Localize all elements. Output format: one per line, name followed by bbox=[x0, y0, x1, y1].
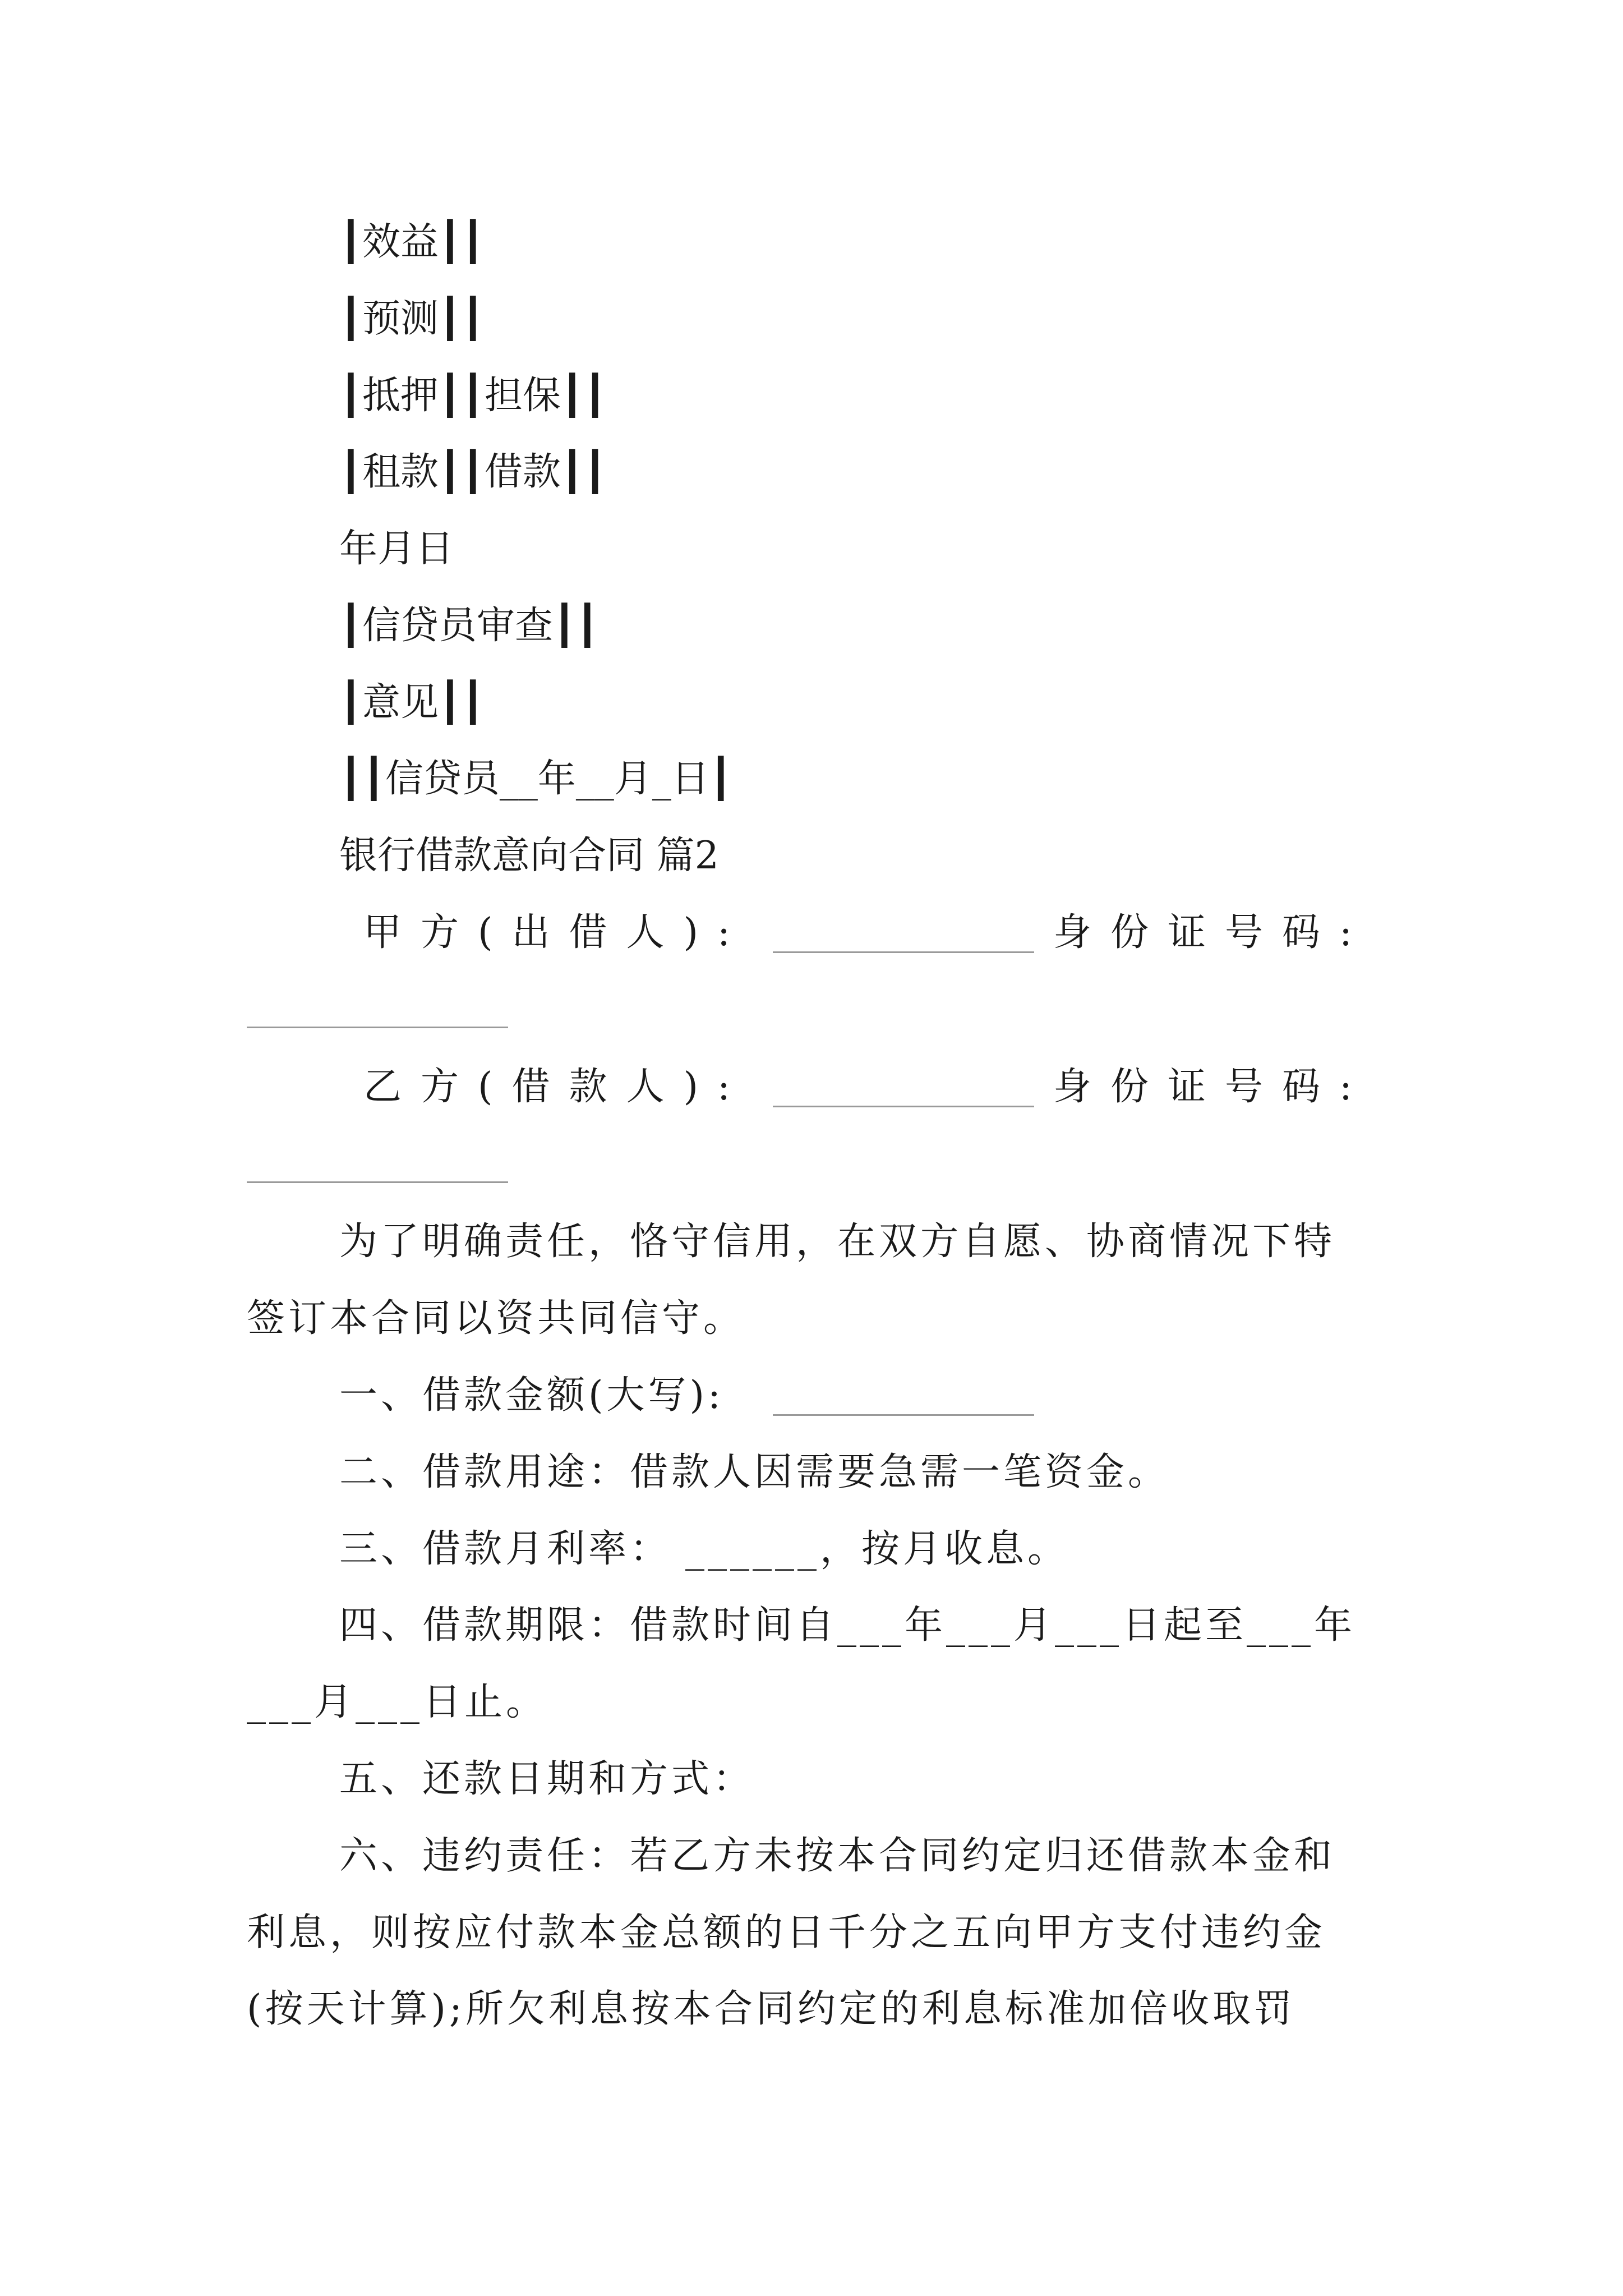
form-row-benefit: ┃效益┃┃ bbox=[339, 220, 485, 264]
form-row-credit-review: ┃信贷员审查┃┃ bbox=[339, 604, 599, 648]
clause-5-repayment: 五、还款日期和方式： bbox=[339, 1757, 755, 1801]
form-row-opinion: ┃意见┃┃ bbox=[339, 680, 485, 725]
party-a-label: 甲方(出借人): bbox=[363, 910, 749, 955]
intro-paragraph-line-1: 为了明确责任，恪守信用，在双方自愿、协商情况下特 bbox=[339, 1220, 1336, 1264]
party-a-id-label: 身份证号码: bbox=[1053, 910, 1371, 955]
party-b-id-blank bbox=[247, 1181, 508, 1183]
form-row-forecast: ┃预测┃┃ bbox=[339, 297, 485, 341]
party-b-name-blank bbox=[773, 1106, 1034, 1107]
clause-4-term-line-1: 四、借款期限：借款时间自___年___月___日起至___年 bbox=[339, 1603, 1356, 1648]
section-heading: 银行借款意向合同 篇2 bbox=[339, 834, 719, 878]
intro-paragraph-line-2: 签订本合同以资共同信守。 bbox=[247, 1296, 745, 1341]
clause-6-liability-line-1: 六、违约责任：若乙方未按本合同约定归还借款本金和 bbox=[339, 1834, 1336, 1878]
clause-6-liability-line-2: 利息，则按应付款本金总额的日千分之五向甲方支付违约金 bbox=[247, 1911, 1326, 1955]
party-a-id-blank bbox=[247, 1027, 508, 1028]
clause-2-purpose: 二、借款用途：借款人因需要急需一笔资金。 bbox=[339, 1450, 1170, 1494]
date-line: 年月日 bbox=[339, 527, 454, 571]
party-b-label: 乙方(借款人): bbox=[363, 1065, 749, 1109]
party-b-id-label: 身份证号码: bbox=[1053, 1065, 1371, 1109]
party-a-name-blank bbox=[773, 951, 1034, 953]
clause-3-rate-label: 三、借款月利率： bbox=[339, 1527, 672, 1571]
clause-1-amount-blank bbox=[773, 1414, 1034, 1416]
clause-6-liability-line-3: (按天计算);所欠利息按本合同约定的利息标准加倍收取罚 bbox=[247, 1987, 1295, 2031]
clause-4-term-line-2: ___月___日止。 bbox=[247, 1680, 548, 1724]
form-row-collateral-guarantee: ┃抵押┃┃担保┃┃ bbox=[339, 374, 607, 418]
form-row-lease-loan: ┃租款┃┃借款┃┃ bbox=[339, 450, 607, 494]
clause-1-amount: 一、借款金额(大写): bbox=[339, 1373, 724, 1418]
clause-3-rate-value: ______，按月收息。 bbox=[685, 1527, 1069, 1571]
form-row-credit-officer-date: ┃┃信贷员__年__月_日┃ bbox=[339, 757, 732, 801]
